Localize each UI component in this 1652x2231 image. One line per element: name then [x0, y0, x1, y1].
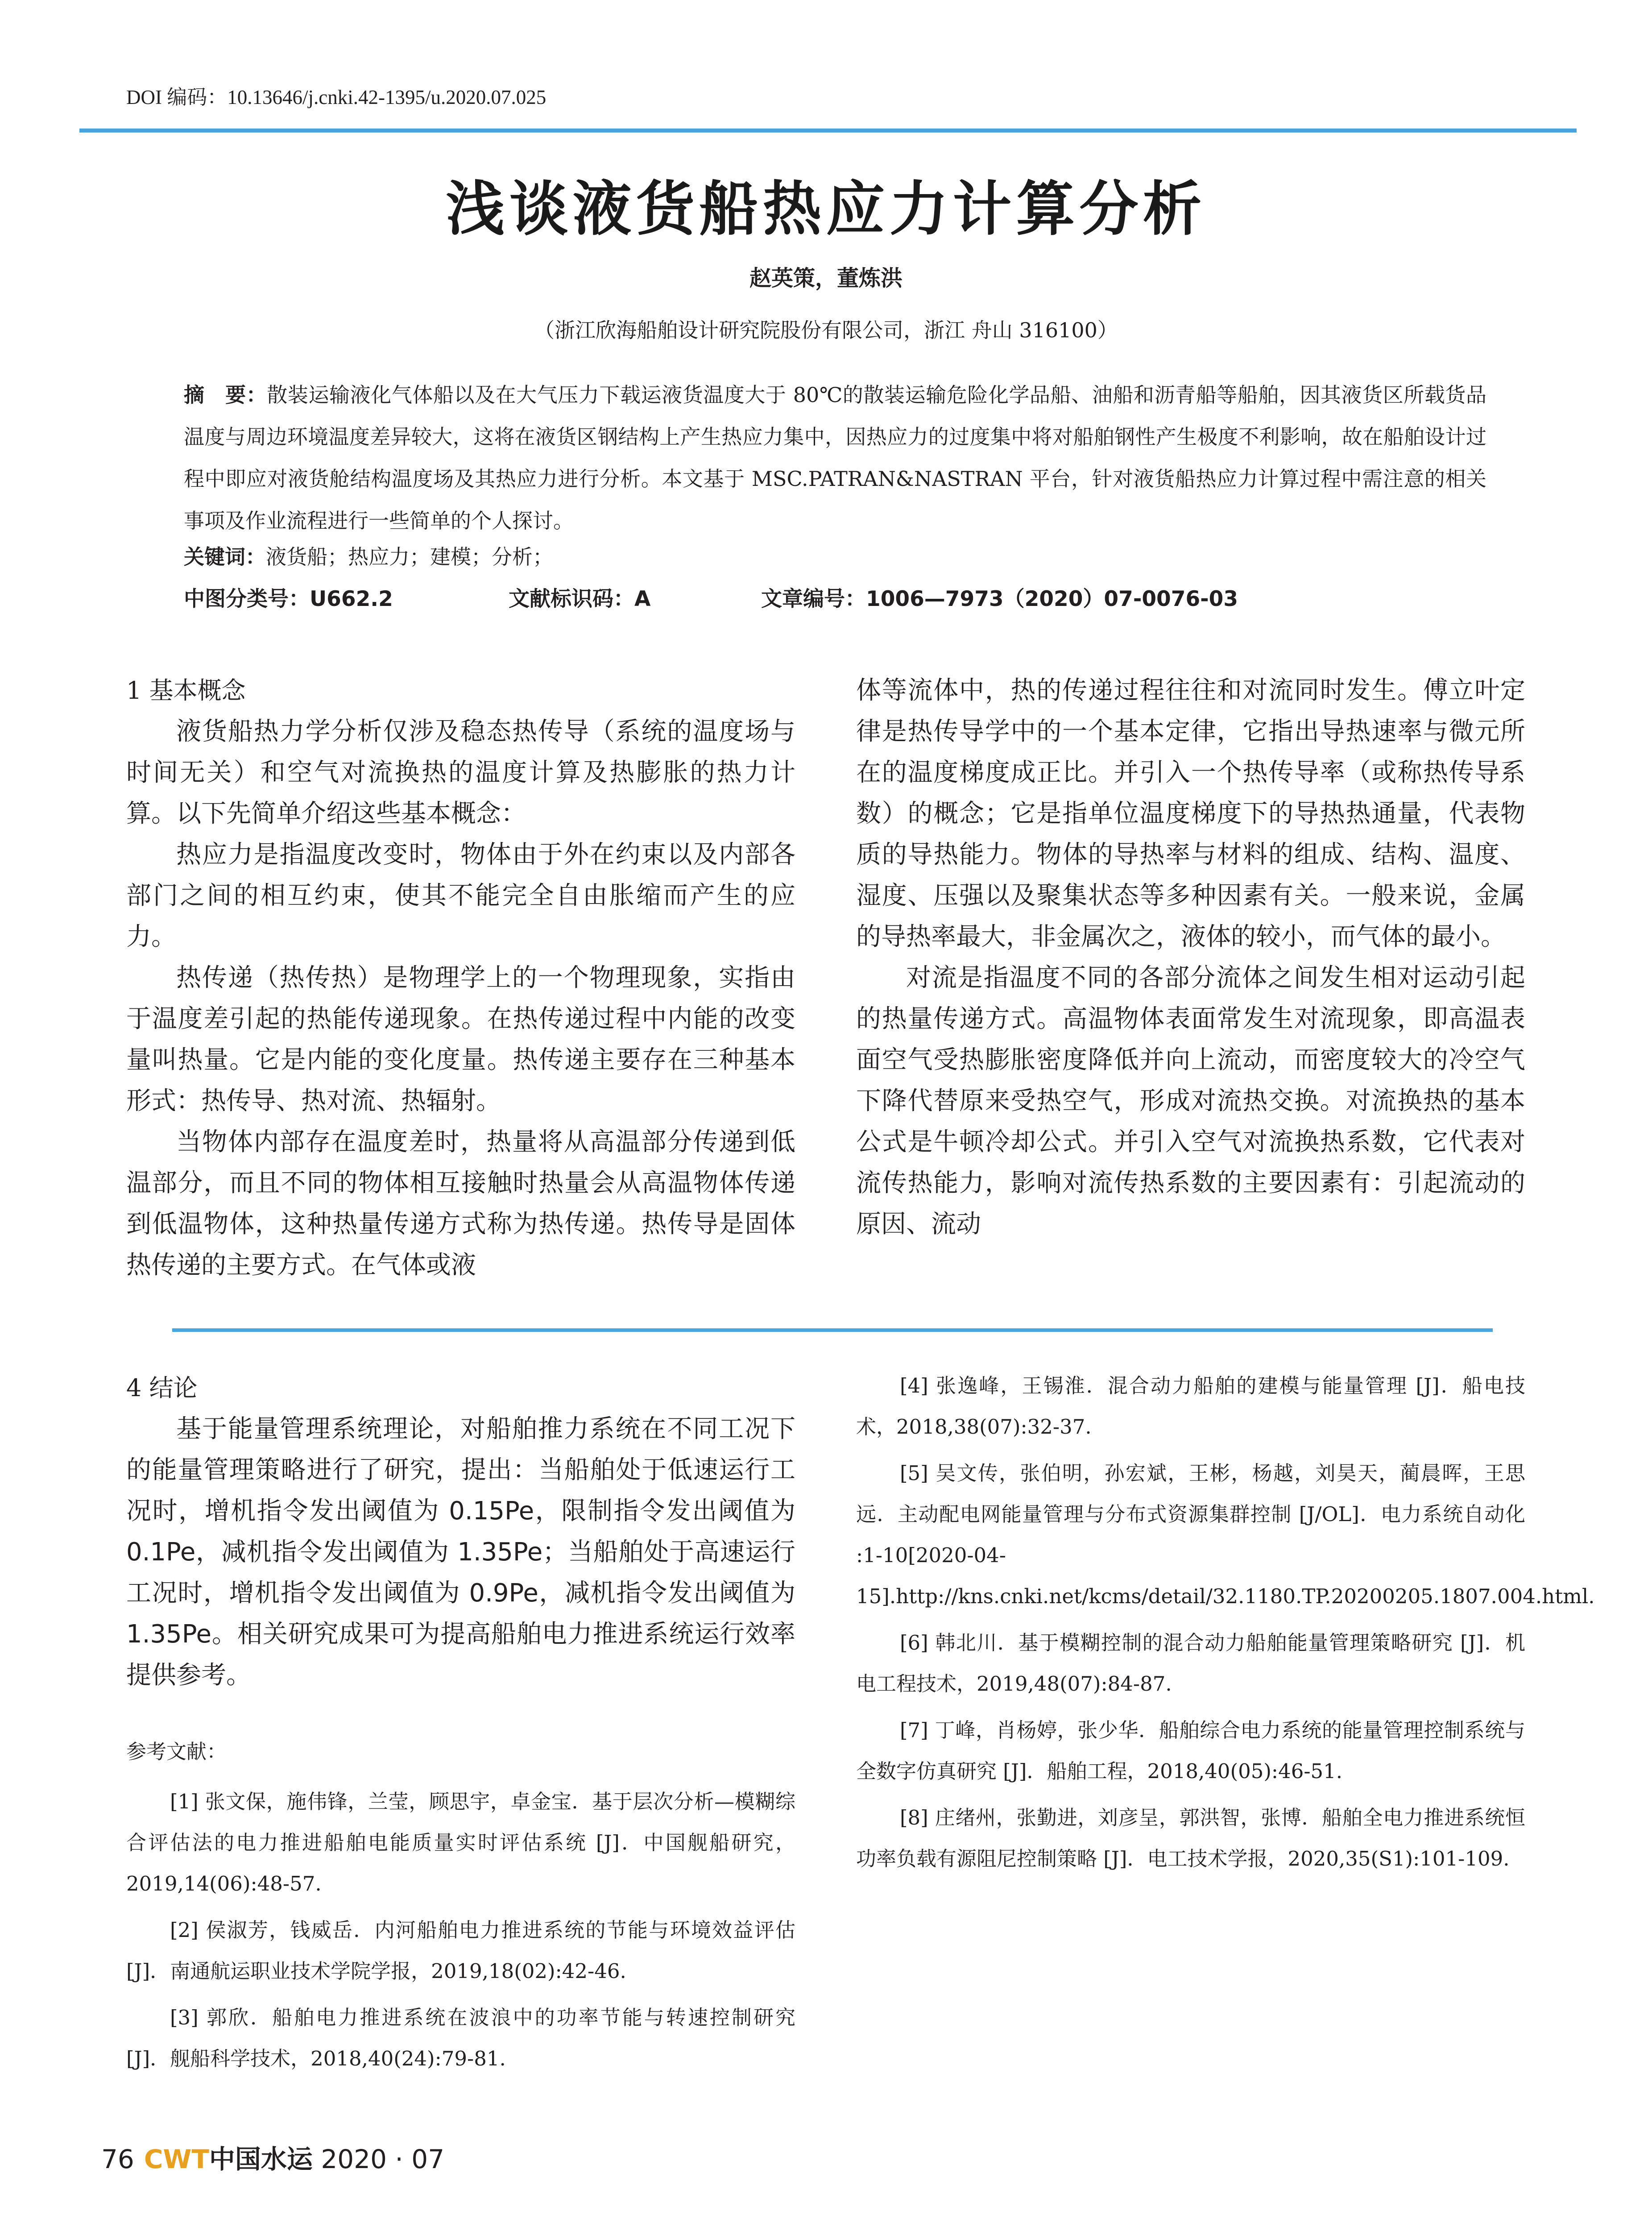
brand-logo: CWT: [144, 2144, 209, 2174]
abstract-text: 散装运输液化气体船以及在大气压力下载运液货温度大于 80℃的散装运输危险化学品船、油船和沥青船等船舶，因其液货区所载货品温度与周边环境温度差异较大，这将在液货区钢结构上产生热应力集中，因热应力的过度集中将对船舶钢性产生极度不利影响，故在船舶设计过程中即应对液货舱结构温度场及其热应力进行分析。本文基于 MSC.PATRAN&NASTRAN 平台，针对液货船热应力计算过程中需注意的相关事项及作业流程进行一些简单的个人探讨。: [184, 383, 1487, 533]
reference-item: [1] 张文保，施伟锋，兰莹，顾思宇，卓金宝．基于层次分析—模糊综合评估法的电力推进船舶电能质量实时评估系统 [J]．中国舰船研究，2019,14(06):48-57.: [126, 1790, 795, 1895]
affiliation: （浙江欣海船舶设计研究院股份有限公司，浙江 舟山 316100）: [534, 318, 1118, 342]
reference-item: [4] 张逸峰，王锡淮．混合动力船舶的建模与能量管理 [J]．船电技术，2018,38(07):32-37.: [856, 1374, 1525, 1439]
conclusion-paragraph: 基于能量管理系统理论，对船舶推力系统在不同工况下的能量管理策略进行了研究，提出：当船舶处于低速运行工况时，增机指令发出阈值为 0.15Pe，限制指令发出阈值为 0.1Pe，减机指令发出阈值为 1.35Pe；当船舶处于高速运行工况时，增机指令发出阈值为 0.9Pe，减机指令发出阈值为 1.35Pe。相关研究成果可为提高船舶电力推进系统运行效率提供参考。: [126, 1414, 795, 1690]
conclusion-column: [126, 1368, 795, 1696]
section-divider: [172, 1328, 1493, 1332]
page-number: 76: [101, 2144, 134, 2174]
body-paragraph: 液货船热力学分析仅涉及稳态热传导（系统的温度场与时间无关）和空气对流换热的温度计算及热膨胀的热力计算。以下先简单介绍这些基本概念：: [126, 717, 795, 828]
reference-item: [3] 郭欣．船舶电力推进系统在波浪中的功率节能与转速控制研究 [J]．舰船科学技术，2018,40(24):79-81.: [126, 2006, 795, 2070]
body-right-column: [856, 670, 1525, 1245]
journal-name: 中国水运: [209, 2144, 313, 2174]
doi-line: DOI 编码：10.13646/j.cnki.42-1395/u.2020.07.025: [126, 86, 547, 108]
references-right: [856, 1365, 1595, 1885]
section-heading: 1 基本概念: [126, 676, 246, 705]
references-heading: 参考文献：: [126, 1740, 227, 1763]
document-code: 文献标识码：A: [509, 587, 651, 611]
reference-item: [2] 侯淑芳，钱威岳．内河船舶电力推进系统的节能与环境效益评估 [J]．南通航运职业技术学院学报，2019,18(02):42-46.: [126, 1918, 795, 1983]
body-paragraph: 热应力是指温度改变时，物体由于外在约束以及内部各部门之间的相互约束，使其不能完全自由胀缩而产生的应力。: [126, 840, 795, 951]
keywords-label: 关键词：: [184, 545, 266, 569]
reference-item: [7] 丁峰，肖杨婷，张少华．船舶综合电力系统的能量管理控制系统与全数字仿真研究 [J]．船舶工程，2018,40(05):46-51.: [856, 1718, 1525, 1783]
references-left: [126, 1731, 795, 2085]
keywords-text: 液货船；热应力；建模；分析；: [266, 545, 553, 569]
page-footer: [101, 2138, 444, 2176]
keywords: [184, 541, 1486, 570]
header-rule: [79, 129, 1577, 133]
body-paragraph: 热传递（热传热）是物理学上的一个物理现象，实指由于温度差引起的热能传递现象。在热传递过程中内能的改变量叫热量。它是内能的变化度量。热传递主要存在三种基本形式：热传导、热对流、热辐射。: [126, 963, 795, 1116]
authors: 赵英策，董炼洪: [749, 265, 903, 291]
clc-number: 中图分类号：U662.2: [184, 587, 393, 611]
reference-item: [5] 吴文传，张伯明，孙宏斌，王彬，杨越，刘昊天，蔺晨晖，王思远．主动配电网能量管理与分布式资源集群控制 [J/OL]．电力系统自动化 :1-10[2020-04-15].http://kns.cnki.net/kcms/detail/32.1180.TP.20200205.1807.004.html.: [856, 1461, 1595, 1608]
section-heading: 4 结论: [126, 1374, 198, 1402]
article-number: 文章编号：1006—7973（2020）07-0076-03: [761, 587, 1238, 611]
body-paragraph: 当物体内部存在温度差时，热量将从高温部分传递到低温部分，而且不同的物体相互接触时热量会从高温物体传递到低温物体，这种热量传递方式称为热传递。热传导是固体热传递的主要方式。在气体或液: [126, 1128, 795, 1280]
reference-item: [8] 庄绪州，张勤进，刘彦呈，郭洪智，张博．船舶全电力推进系统恒功率负载有源阻尼控制策略 [J]．电工技术学报，2020,35(S1):101-109.: [856, 1806, 1525, 1870]
abstract: [184, 374, 1486, 542]
article-title: 浅谈液货船热应力计算分析: [446, 174, 1206, 244]
reference-item: [6] 韩北川．基于模糊控制的混合动力船舶能量管理策略研究 [J]．机电工程技术，2019,48(07):84-87.: [856, 1631, 1525, 1696]
body-left-column: [126, 670, 795, 1286]
body-paragraph: 对流是指温度不同的各部分流体之间发生相对运动引起的热量传递方式。高温物体表面常发生对流现象，即高温表面空气受热膨胀密度降低并向上流动，而密度较大的冷空气下降代替原来受热空气，形成对流热交换。对流换热的基本公式是牛顿冷却公式。并引入空气对流换热系数，它代表对流传热能力，影响对流传热系数的主要因素有：引起流动的原因、流动: [856, 963, 1525, 1239]
abstract-label: 摘 要：: [184, 383, 267, 407]
body-paragraph: 体等流体中，热的传递过程往往和对流同时发生。傅立叶定律是热传导学中的一个基本定律，它指出导热速率与微元所在的温度梯度成正比。并引入一个热传导率（或称热传导系数）的概念；它是指单位温度梯度下的导热热通量，代表物质的导热能力。物体的导热率与材料的组成、结构、温度、湿度、压强以及聚集状态等多种因素有关。一般来说，金属的导热率最大，非金属次之，液体的较小，而气体的最小。: [856, 676, 1525, 951]
issue: 2020 · 07: [321, 2144, 445, 2174]
